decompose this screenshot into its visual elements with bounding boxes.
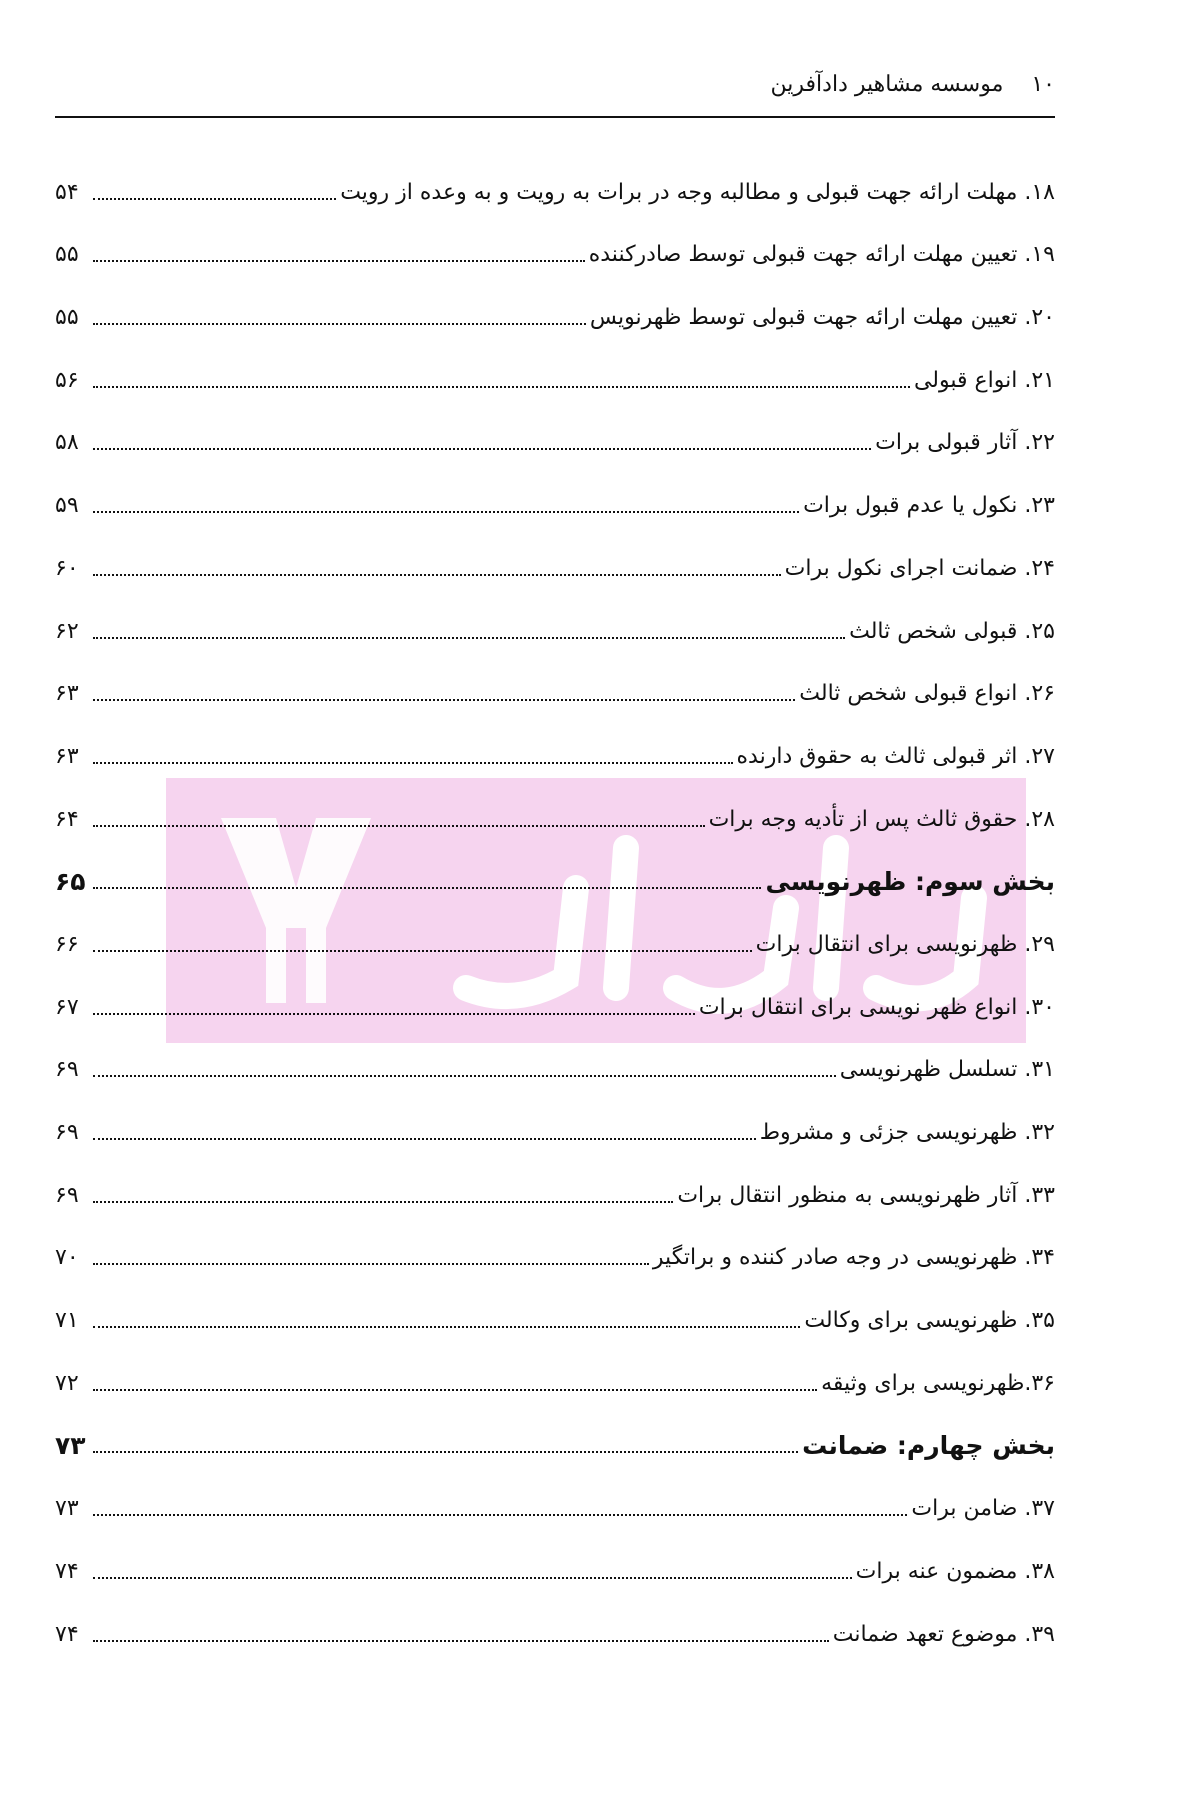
toc-entry-page: ۷۴ (55, 1558, 79, 1584)
toc-entry-title: ۳۲. ظهرنویسی جزئی و مشروط (759, 1120, 1055, 1145)
toc-dot-leader (93, 1640, 829, 1642)
toc-section-heading (55, 835, 1055, 898)
toc-entry (55, 647, 1055, 710)
toc-dot-leader (93, 1075, 836, 1077)
toc-entry-page: ۶۹ (55, 1182, 79, 1208)
toc-entry-page: ۵۸ (55, 430, 79, 456)
toc-entry (55, 458, 1055, 521)
toc-entry-page: ۶۲ (55, 618, 79, 644)
toc-dot-leader (93, 637, 845, 639)
toc-entry (55, 1524, 1055, 1587)
toc-entry (55, 897, 1055, 960)
toc-entry (55, 270, 1055, 333)
toc-entry (55, 960, 1055, 1023)
toc-entry-title: ۲۵. قبولی شخص ثالث (849, 618, 1055, 644)
toc-entry (55, 1461, 1055, 1524)
publisher-name: موسسه مشاهیر دادآفرین (770, 71, 1004, 97)
page-header (55, 62, 1055, 106)
toc-entry (55, 1336, 1055, 1399)
toc-entry (55, 1587, 1055, 1650)
toc-dot-leader (93, 1326, 800, 1328)
toc-entry-page: ۶۹ (55, 1057, 79, 1083)
toc-entry-page: ۶۹ (55, 1120, 79, 1145)
toc-entry-page: ۵۵ (55, 305, 79, 331)
toc-dot-leader (93, 1577, 852, 1579)
toc-entry-title: ۲۸. حقوق ثالث پس از تأدیه وجه برات (708, 806, 1055, 832)
header-divider (55, 116, 1055, 118)
toc-entry-title: ۲۴. ضمانت اجرای نکول برات (784, 555, 1055, 581)
toc-dot-leader (93, 448, 871, 450)
toc-entry-page: ۷۳ (55, 1496, 79, 1522)
toc-entry (55, 1273, 1055, 1336)
toc-dot-leader (93, 323, 586, 325)
toc-entry-page: ۵۹ (55, 493, 79, 519)
toc-entry-title: ۱۹. تعیین مهلت ارائه جهت قبولی توسط صادرکننده (588, 242, 1055, 268)
toc-entry-title: بخش سوم: ظهرنویسی (765, 867, 1055, 897)
toc-entry-page: ۷۴ (55, 1621, 79, 1647)
toc-dot-leader (93, 1263, 649, 1265)
toc-entry-title: بخش چهارم: ضمانت (802, 1431, 1055, 1461)
toc-entry (55, 709, 1055, 772)
toc-section-heading (55, 1399, 1055, 1462)
toc-entry-title: ۳۵. ظهرنویسی برای وکالت (804, 1308, 1055, 1334)
toc-dot-leader (93, 950, 752, 952)
toc-dot-leader (93, 1389, 817, 1391)
toc-entry-page: ۷۲ (55, 1370, 79, 1396)
toc-entry (55, 584, 1055, 647)
toc-entry-page: ۷۰ (55, 1245, 79, 1271)
toc-entry-page: ۶۶ (55, 931, 79, 957)
toc-entry (55, 1085, 1055, 1148)
toc-entry-page: ۶۳ (55, 743, 79, 769)
toc-entry-title: ۳۱. تسلسل ظهرنویسی (839, 1057, 1055, 1083)
toc-entry (55, 208, 1055, 271)
toc-entry-title: ۲۰. تعیین مهلت ارائه جهت قبولی توسط ظهرنویس (589, 305, 1055, 331)
toc-entry-title: ۳۶.ظهرنویسی برای وثیقه (821, 1370, 1055, 1396)
toc-dot-leader (93, 198, 336, 200)
toc-entry (55, 521, 1055, 584)
table-of-contents (55, 145, 1055, 1650)
toc-entry-page: ۶۳ (55, 681, 79, 707)
toc-entry-page: ۷۳ (55, 1431, 86, 1461)
toc-entry (55, 1148, 1055, 1211)
toc-entry-title: ۳۰. انواع ظهر نویسی برای انتقال برات (698, 994, 1055, 1020)
toc-entry-title: ۲۷. اثر قبولی ثالث به حقوق دارنده (736, 743, 1055, 769)
toc-entry-page: ۶۴ (55, 806, 79, 832)
toc-entry (55, 396, 1055, 459)
toc-entry-page: ۶۵ (55, 867, 86, 897)
toc-entry-page: ۶۷ (55, 994, 79, 1020)
toc-entry-title: ۲۲. آثار قبولی برات (875, 430, 1055, 456)
toc-dot-leader (93, 1514, 907, 1516)
toc-entry-page: ۵۵ (55, 242, 79, 268)
page-number: ۱۰ (1031, 71, 1055, 97)
toc-entry-title: ۲۹. ظهرنویسی برای انتقال برات (755, 931, 1055, 957)
toc-entry-page: ۷۱ (55, 1308, 79, 1334)
toc-entry (55, 145, 1055, 208)
toc-dot-leader (93, 825, 705, 827)
toc-dot-leader (93, 511, 799, 513)
toc-entry (55, 772, 1055, 835)
toc-dot-leader (93, 762, 733, 764)
toc-entry-title: ۳۸. مضمون عنه برات (855, 1558, 1055, 1584)
toc-dot-leader (93, 574, 781, 576)
toc-dot-leader (93, 260, 585, 262)
toc-dot-leader (93, 1138, 756, 1140)
toc-entry-title: ۳۹. موضوع تعهد ضمانت (832, 1621, 1055, 1647)
toc-dot-leader (93, 1451, 798, 1453)
toc-entry-title: ۱۸. مهلت ارائه جهت قبولی و مطالبه وجه در برات به رویت و به وعده از رویت (340, 179, 1055, 205)
toc-dot-leader (93, 386, 910, 388)
toc-entry-page: ۵۶ (55, 367, 79, 393)
toc-entry (55, 333, 1055, 396)
toc-entry-title: ۳۳. آثار ظهرنویسی به منظور انتقال برات (677, 1182, 1055, 1208)
toc-entry-title: ۳۷. ضامن برات (911, 1496, 1055, 1522)
toc-entry-title: ۳۴. ظهرنویسی در وجه صادر کننده و براتگیر (652, 1245, 1055, 1271)
toc-entry-title: ۲۳. نکول یا عدم قبول برات (803, 493, 1055, 519)
toc-entry-page: ۶۰ (55, 555, 79, 581)
toc-dot-leader (93, 699, 795, 701)
toc-dot-leader (93, 887, 761, 889)
toc-dot-leader (93, 1201, 673, 1203)
toc-entry (55, 1023, 1055, 1086)
toc-entry-page: ۵۴ (55, 179, 79, 205)
toc-entry-title: ۲۱. انواع قبولی (913, 367, 1055, 393)
toc-dot-leader (93, 1013, 695, 1015)
toc-entry (55, 1211, 1055, 1274)
toc-entry-title: ۲۶. انواع قبولی شخص ثالث (799, 681, 1055, 707)
